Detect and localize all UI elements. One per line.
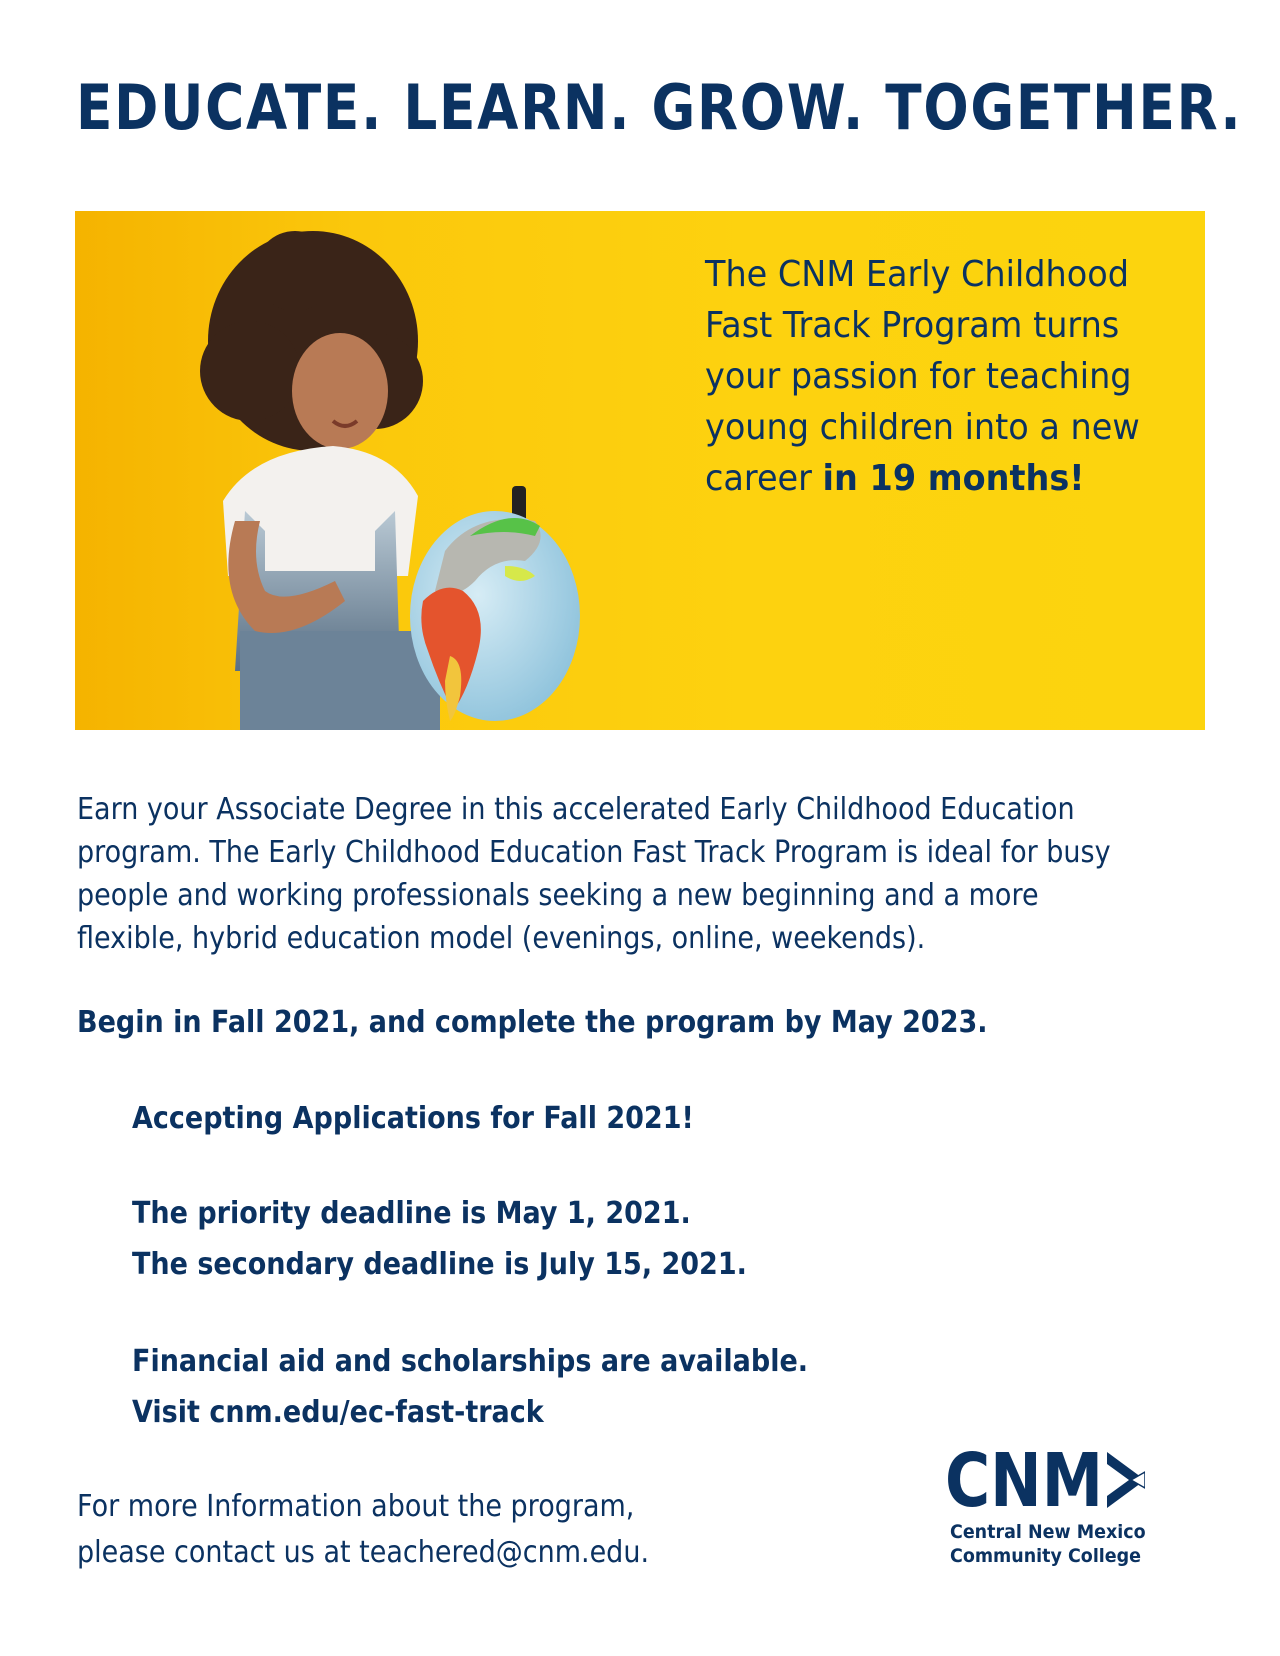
paragraph-line: people and working professionals seeking a new beginning and a more	[77, 878, 1039, 913]
banner-line-prefix: career	[705, 458, 823, 499]
child-with-globe-photo	[75, 211, 675, 730]
cnm-logo	[945, 1448, 1205, 1568]
cnm-wordmark-icon	[945, 1448, 1145, 1510]
paragraph-line: flexible, hybrid education model (evenings, online, weekends).	[77, 921, 926, 956]
financial-aid-text: Financial aid and scholarships are available.	[132, 1344, 809, 1379]
intro-paragraph	[77, 788, 1207, 960]
hero-banner	[75, 211, 1205, 730]
contact-suffix: .	[640, 1535, 650, 1570]
banner-line	[705, 453, 1151, 504]
duration-highlight: in 19 months	[822, 458, 1070, 499]
paragraph-line: Earn your Associate Degree in this accelerated Early Childhood Education	[77, 792, 1075, 827]
banner-line: your passion for teaching	[705, 356, 1132, 397]
college-name-line-1: Central New Mexico	[950, 1521, 1146, 1543]
program-website-link[interactable]: cnm.edu/ec-fast-track	[209, 1395, 544, 1430]
banner-line: The CNM Early Childhood	[705, 254, 1129, 295]
contact-info	[77, 1484, 649, 1576]
contact-prefix: please contact us at	[77, 1535, 360, 1570]
banner-line: Fast Track Program turns	[705, 305, 1120, 346]
accepting-applications: Accepting Applications for Fall 2021!	[132, 1101, 694, 1136]
contact-email-link[interactable]: teachered@cnm.edu	[359, 1535, 641, 1570]
college-name	[950, 1520, 1146, 1568]
contact-line-1: For more Information about the program,	[77, 1489, 635, 1524]
visit-line	[132, 1387, 808, 1438]
paragraph-line: program. The Early Childhood Education Fast Track Program is ideal for busy	[77, 835, 1111, 870]
priority-deadline: The priority deadline is May 1, 2021.	[132, 1196, 691, 1231]
contact-line-2	[77, 1530, 649, 1576]
program-schedule: Begin in Fall 2021, and complete the program by May 2023.	[77, 1005, 988, 1040]
banner-tagline	[705, 249, 1151, 504]
visit-prefix: Visit	[132, 1395, 210, 1430]
college-name-line-2: Community College	[950, 1545, 1142, 1567]
secondary-deadline: The secondary deadline is July 15, 2021.	[132, 1247, 747, 1282]
deadlines	[132, 1188, 747, 1290]
svg-text:CNM: CNM	[945, 1448, 1103, 1510]
page-headline: EDUCATE. LEARN. GROW. TOGETHER.	[76, 71, 1243, 144]
financial-aid-block	[132, 1336, 808, 1438]
banner-line-suffix: !	[1069, 458, 1085, 499]
banner-line: young children into a new	[705, 407, 1140, 448]
